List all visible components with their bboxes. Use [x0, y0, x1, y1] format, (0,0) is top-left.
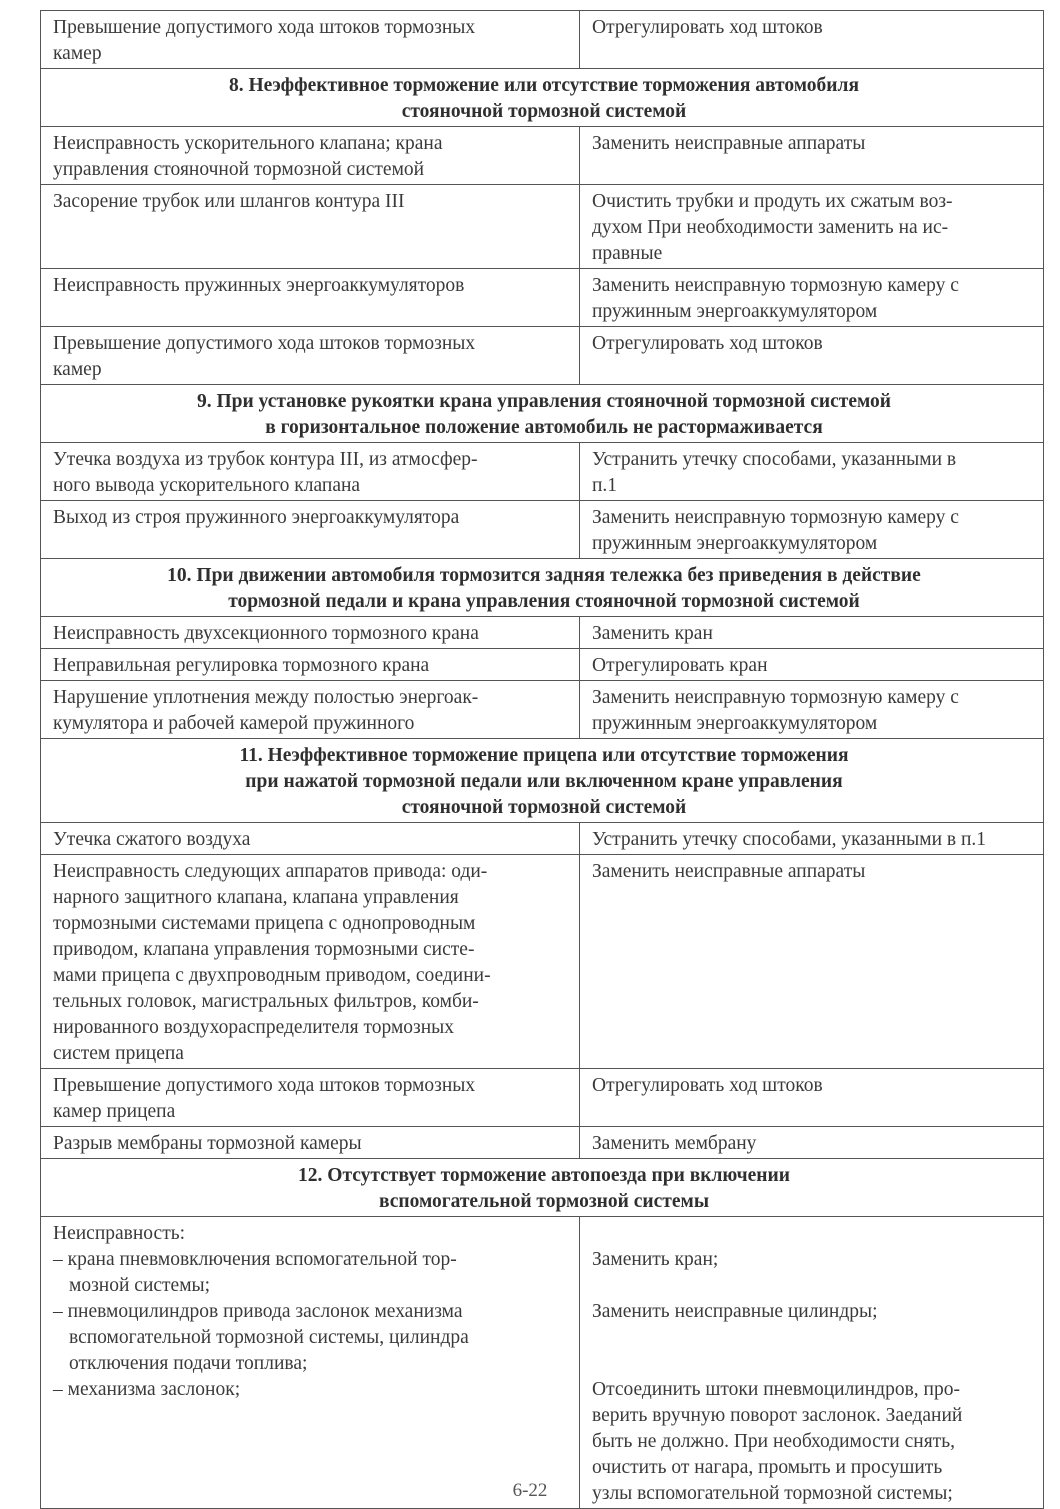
remedy-cell: [580, 855, 1044, 1069]
text-line: Нарушение уплотнения между полостью энергоак-: [53, 687, 479, 708]
text-line: Устранить утечку способами, указанными в: [592, 449, 957, 470]
spacer: [592, 1351, 1035, 1377]
text-line: Засорение трубок или шлангов контура III: [53, 191, 405, 212]
text-line: Разрыв мембраны тормозной камеры: [53, 1133, 362, 1154]
text-line: Заменить неисправные аппараты: [592, 861, 866, 882]
cause-cell: [41, 649, 580, 681]
text-line: Отрегулировать ход штоков: [592, 1075, 823, 1096]
remedy-cell: [580, 501, 1044, 559]
cause-cell: [41, 501, 580, 559]
text-line: в горизонтальное положение автомобиль не растормаживается: [265, 417, 823, 438]
text-line: духом При необходимости заменить на ис-: [592, 217, 949, 238]
text-line: вспомогательной тормозной системы: [378, 1191, 710, 1212]
remedy-cell: [580, 649, 1044, 681]
text-line: Заменить кран: [592, 623, 713, 644]
text-line: стояночной тормозной системой: [401, 797, 687, 818]
troubleshooting-table: [40, 10, 1044, 1509]
text-line: пружинным энергоаккумулятором: [592, 713, 878, 734]
remedy-cell: [580, 327, 1044, 385]
section-heading-row: [41, 1159, 1044, 1217]
text-line: Заменить неисправные аппараты: [592, 133, 866, 154]
table-row: [41, 649, 1044, 681]
text-line: пружинным энергоаккумулятором: [592, 533, 878, 554]
text-line: Неисправность ускорительного клапана; крана: [53, 133, 443, 154]
text-line: управления стояночной тормозной системой: [53, 159, 425, 180]
remedy-cell: [580, 127, 1044, 185]
text-line: узлы вспомогательной тормозной системы;: [592, 1483, 953, 1504]
text-line: тормозными системами прицепа с однопроводным: [53, 913, 476, 934]
text-line: Отрегулировать ход штоков: [592, 17, 823, 38]
page-number: 6-22: [512, 1480, 548, 1501]
text-line: вспомогательной тормозной системы, цилиндра: [69, 1327, 469, 1348]
text-line: Заменить кран;: [592, 1249, 719, 1270]
cause-cell: [41, 1127, 580, 1159]
section-heading: [41, 385, 1044, 443]
cause-cell: [41, 1217, 580, 1509]
cause-cell: [41, 269, 580, 327]
text-line: камер: [53, 359, 102, 380]
text-line: пружинным энергоаккумулятором: [592, 301, 878, 322]
text-line: Отрегулировать ход штоков: [592, 333, 823, 354]
text-line: Неисправность следующих аппаратов привода: оди-: [53, 861, 488, 882]
remedy-cell: [580, 269, 1044, 327]
text-line: камер прицепа: [53, 1101, 176, 1122]
remedy-cell: [580, 11, 1044, 69]
table-row: [41, 1069, 1044, 1127]
cause-cell: [41, 823, 580, 855]
text-line: стояночной тормозной системой: [401, 101, 687, 122]
section-heading-row: [41, 739, 1044, 823]
spacer: [592, 1273, 1035, 1299]
table-row: [41, 855, 1044, 1069]
text-line: верить вручную поворот заслонок. Заеданий: [592, 1405, 963, 1426]
text-line: Неисправность пружинных энергоаккумуляторов: [53, 275, 465, 296]
text-line: Выход из строя пружинного энергоаккумулятора: [53, 507, 460, 528]
spacer: [592, 1325, 1035, 1351]
section-heading-row: [41, 69, 1044, 127]
cause-cell: [41, 443, 580, 501]
table-row: [41, 443, 1044, 501]
spacer: [592, 1221, 1035, 1247]
text-line: 10. При движении автомобиля тормозится задняя тележка без приведения в действие: [167, 565, 921, 586]
cause-cell: [41, 855, 580, 1069]
text-line: Заменить неисправную тормозную камеру с: [592, 687, 959, 708]
text-line: 9. При установке рукоятки крана управления стояночной тормозной системой: [196, 391, 892, 412]
text-line: мами прицепа с двухпроводным приводом, соедини-: [53, 965, 491, 986]
text-line: тормозной педали и крана управления стояночной тормозной системой: [228, 591, 860, 612]
section-heading-row: [41, 559, 1044, 617]
table-row: [41, 501, 1044, 559]
section-heading: [41, 1159, 1044, 1217]
section-heading-row: [41, 385, 1044, 443]
text-line: нированного воздухораспределителя тормозных: [53, 1017, 455, 1038]
remedy-cell: [580, 823, 1044, 855]
table-row: [41, 681, 1044, 739]
text-line: – крана пневмовключения вспомогательной тор-: [53, 1249, 457, 1270]
text-line: тельных головок, магистральных фильтров, комби-: [53, 991, 479, 1012]
remedy-cell: [580, 1127, 1044, 1159]
text-line: 11. Неэффективное торможение прицепа или отсутствие торможения: [239, 745, 849, 766]
text-line: Превышение допустимого хода штоков тормозных: [53, 333, 476, 354]
table-row: [41, 269, 1044, 327]
remedy-cell: [580, 185, 1044, 269]
table-row: [41, 185, 1044, 269]
cause-cell: [41, 617, 580, 649]
text-line: нарного защитного клапана, клапана управления: [53, 887, 459, 908]
text-line: ного вывода ускорительного клапана: [53, 475, 361, 496]
text-line: Отсоединить штоки пневмоцилиндров, про-: [592, 1379, 960, 1400]
table-row: [41, 327, 1044, 385]
table-row: [41, 823, 1044, 855]
text-line: Отрегулировать кран: [592, 655, 768, 676]
remedy-cell: [580, 617, 1044, 649]
text-line: Неправильная регулировка тормозного крана: [53, 655, 430, 676]
spacer: [53, 1403, 571, 1429]
text-line: – механизма заслонок;: [53, 1379, 241, 1400]
text-line: Утечка сжатого воздуха: [53, 829, 251, 850]
cause-cell: [41, 185, 580, 269]
spacer: [53, 1429, 571, 1455]
remedy-cell: [580, 681, 1044, 739]
text-line: систем прицепа: [53, 1043, 184, 1064]
text-line: быть не должно. При необходимости снять,: [592, 1431, 955, 1452]
table-row: [41, 127, 1044, 185]
text-line: отключения подачи топлива;: [69, 1353, 308, 1374]
text-line: Превышение допустимого хода штоков тормозных: [53, 1075, 476, 1096]
cause-cell: [41, 1069, 580, 1127]
section-heading: [41, 559, 1044, 617]
table-row: [41, 617, 1044, 649]
cause-heading: Неисправность:: [53, 1223, 186, 1244]
table-row: [41, 11, 1044, 69]
remedy-cell: [580, 1069, 1044, 1127]
text-line: правные: [592, 243, 663, 264]
table-row: [41, 1217, 1044, 1509]
remedy-cell: [580, 443, 1044, 501]
text-line: п.1: [592, 475, 618, 496]
cause-cell: [41, 127, 580, 185]
cause-cell: [41, 681, 580, 739]
text-line: Заменить неисправную тормозную камеру с: [592, 275, 959, 296]
text-line: Заменить неисправные цилиндры;: [592, 1301, 878, 1322]
text-line: – пневмоцилиндров привода заслонок механизма: [53, 1301, 463, 1322]
text-line: Заменить мембрану: [592, 1133, 757, 1154]
remedy-cell: [580, 1217, 1044, 1509]
section-heading: [41, 739, 1044, 823]
text-line: при нажатой тормозной педали или включенном кране управления: [245, 771, 843, 792]
text-line: 8. Неэффективное торможение или отсутствие торможения автомобиля: [229, 75, 859, 96]
text-line: 12. Отсутствует торможение автопоезда при включении: [298, 1165, 790, 1186]
section-heading: [41, 69, 1044, 127]
text-line: очистить от нагара, промыть и просушить: [592, 1457, 943, 1478]
table-row: [41, 1127, 1044, 1159]
text-line: камер: [53, 43, 102, 64]
cause-cell: [41, 327, 580, 385]
text-line: приводом, клапана управления тормозными систе-: [53, 939, 475, 960]
text-line: кумулятора и рабочей камерой пружинного: [53, 713, 415, 734]
text-line: Устранить утечку способами, указанными в п.1: [592, 829, 987, 850]
text-line: Превышение допустимого хода штоков тормозных: [53, 17, 476, 38]
text-line: Очистить трубки и продуть их сжатым воз-: [592, 191, 953, 212]
text-line: Заменить неисправную тормозную камеру с: [592, 507, 959, 528]
text-line: мозной системы;: [69, 1275, 211, 1296]
cause-cell: [41, 11, 580, 69]
text-line: Неисправность двухсекционного тормозного крана: [53, 623, 479, 644]
text-line: Утечка воздуха из трубок контура III, из атмосфер-: [53, 449, 478, 470]
